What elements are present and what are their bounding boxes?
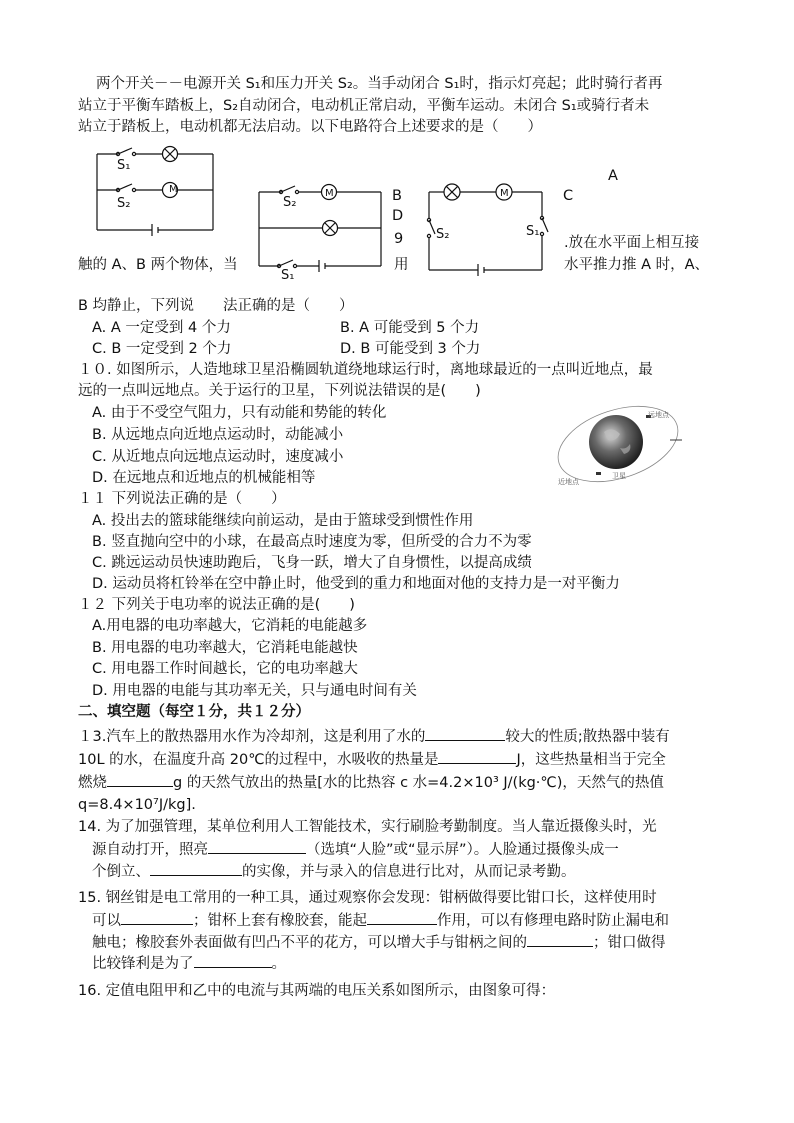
q12-option-b: B. 用电器的电功率越大，它消耗电能越快 — [92, 640, 358, 656]
answer-blank[interactable] — [150, 861, 242, 876]
answer-blank[interactable] — [121, 910, 193, 925]
motor-label: M — [500, 188, 509, 199]
q9-line-2-right: 水平推力推 A 时，A、 — [564, 257, 710, 273]
q11-option-d: D. 运动员将杠铃举在空中静止时，他受到的重力和地面对他的支持力是一对平衡力 — [92, 576, 620, 592]
q9-line-2-mid: 用 — [394, 257, 409, 273]
q11-option-c: C. 跳远运动员快速助跑后，飞身一跃，增大了自身惯性，以提高成绩 — [92, 555, 532, 571]
far-point-label: 远地点 — [648, 411, 669, 419]
q10-line-1: １０. 如图所示，人造地球卫星沿椭圆轨道绕地球运行时，离地球最近的一点叫近地点，最 — [78, 362, 653, 378]
q15-line-1: 15. 钢丝钳是电工常用的一种工具，通过观察你会发现：钳柄做得要比钳口长，这样使用时 — [78, 890, 657, 906]
q12-line-1: １２ 下列关于电功率的说法正确的是( ) — [78, 597, 355, 613]
answer-blank[interactable] — [107, 772, 173, 787]
q14-line-1: 14. 为了加强管理，某单位利用人工智能技术，实行刷脸考勤制度。当人靠近摄像头时，光 — [78, 819, 657, 835]
q14-line-2: 源自动打开，照亮 （选填“人脸”或“显示屏”）。人脸通过摄像头成一 — [92, 839, 619, 860]
motor-label: M — [169, 184, 178, 195]
q9-line-3: B 均静止，下列说 法正确的是（ ） — [78, 298, 354, 314]
intro-line-1: 两个开关－－电源开关 S₁和压力开关 S₂。当手动闭合 S₁时，指示灯亮起；此时骑行者再 — [96, 76, 663, 92]
switch-label-s1: S₁ — [281, 268, 295, 283]
intro-line-3: 站立于踏板上，电动机都无法启动。以下电路符合上述要求的是（ ） — [78, 119, 542, 135]
switch-label-s1: S₁ — [117, 158, 131, 173]
option-label-c: C — [563, 188, 574, 204]
q10-option-a: A. 由于不受空气阻力，只有动能和势能的转化 — [92, 405, 387, 421]
q12-option-a: A.用电器的电功率越大，它消耗的电能越多 — [92, 618, 368, 634]
answer-blank[interactable] — [527, 932, 593, 947]
q16-line-1: 16. 定值电阻甲和乙中的电流与其两端的电压关系如图所示，由图象可得： — [78, 983, 556, 999]
q11-line-1: １１ 下列说法正确的是（ ） — [78, 491, 286, 507]
q9-line-1: .放在水平面上相互接 — [564, 235, 700, 251]
q13-line-4: q=8.4×10⁷J/kg]. — [78, 797, 196, 813]
answer-blank[interactable] — [367, 910, 437, 925]
satellite-label: 卫星 — [612, 472, 626, 480]
q12-option-c: C. 用电器工作时间越长，它的电功率越大 — [92, 661, 358, 677]
q13-line-2: 10L 的水，在温度升高 20℃的过程中，水吸收的热量是 J，这些热量相当于完全 — [78, 749, 666, 770]
q9-line-2-left: 触的 A、B 两个物体，当 — [78, 257, 238, 273]
answer-blank[interactable] — [438, 749, 516, 764]
q10-option-d: D. 在远地点和近地点的机械能相等 — [92, 470, 316, 486]
answer-blank[interactable] — [208, 839, 306, 854]
motor-label: M — [325, 188, 334, 199]
switch-label-s2: S₂ — [436, 227, 450, 242]
intro-line-2: 站立于平衡车踏板上，S₂自动闭合，电动机正常启动，平衡车运动。未闭合 S₁或骑行者未 — [78, 98, 650, 114]
option-label-d: D — [392, 208, 404, 224]
q12-option-d: D. 用电器的电能与其功率无关，只与通电时间有关 — [92, 683, 417, 699]
q15-line-2: 可以 ；钳杯上套有橡胶套，能起 作用，可以有修理电路时防止漏电和 — [92, 910, 669, 931]
q11-option-b: B. 竖直抛向空中的小球，在最高点时速度为零，但所受的合力不为零 — [92, 534, 532, 550]
switch-label-s1: S₁ — [526, 224, 540, 239]
q15-line-3: 触电；橡胶套外表面做有凹凸不平的花方，可以增大手与钳柄之间的 ；钳口做得 — [92, 932, 666, 953]
circuit-diagram-a — [90, 146, 220, 236]
q13-line-3: 燃烧 g 的天然气放出的热量[水的比热容 c 水=4.2×10³ J/(kg·℃)，天然气的热值 — [78, 772, 664, 793]
q9-option-b: B. A 可能受到 5 个力 — [340, 320, 480, 336]
q14-line-3: 个倒立、 的实像，并与录入的信息进行比对，从而记录考勤。 — [92, 861, 576, 882]
answer-blank[interactable] — [425, 726, 505, 741]
question-number-9: 9 — [394, 231, 404, 247]
q10-line-2: 远的一点叫远地点。关于运行的卫星，下列说法错误的是( ) — [78, 383, 481, 399]
q11-option-a: A. 投出去的篮球能继续向前运动，是由于篮球受到惯性作用 — [92, 513, 474, 529]
answer-blank[interactable] — [194, 953, 272, 968]
q10-option-b: B. 从远地点向近地点运动时，动能减小 — [92, 427, 344, 443]
option-label-b: B — [392, 188, 402, 204]
q9-option-a: A. A 一定受到 4 个力 — [92, 320, 231, 336]
section-2-title: 二、填空题（每空１分，共１２分） — [78, 704, 310, 720]
option-label-a: A — [608, 168, 618, 184]
q10-option-c: C. 从近地点向远地点运动时，速度减小 — [92, 449, 344, 465]
q9-option-c: C. B 一定受到 2 个力 — [92, 341, 232, 357]
q9-option-d: D. B 可能受到 3 个力 — [340, 341, 481, 357]
switch-label-s2: S₂ — [117, 196, 131, 211]
near-point-label: 近地点 — [558, 478, 579, 486]
circuit-diagram-b — [255, 186, 385, 272]
q13-line-1: １3.汽车上的散热器用水作为冷却剂，这是利用了水的 较大的性质;散热器中装有 — [78, 726, 670, 747]
q15-line-4: 比较锋利是为了 。 — [92, 953, 286, 974]
switch-label-s2: S₂ — [283, 195, 297, 210]
